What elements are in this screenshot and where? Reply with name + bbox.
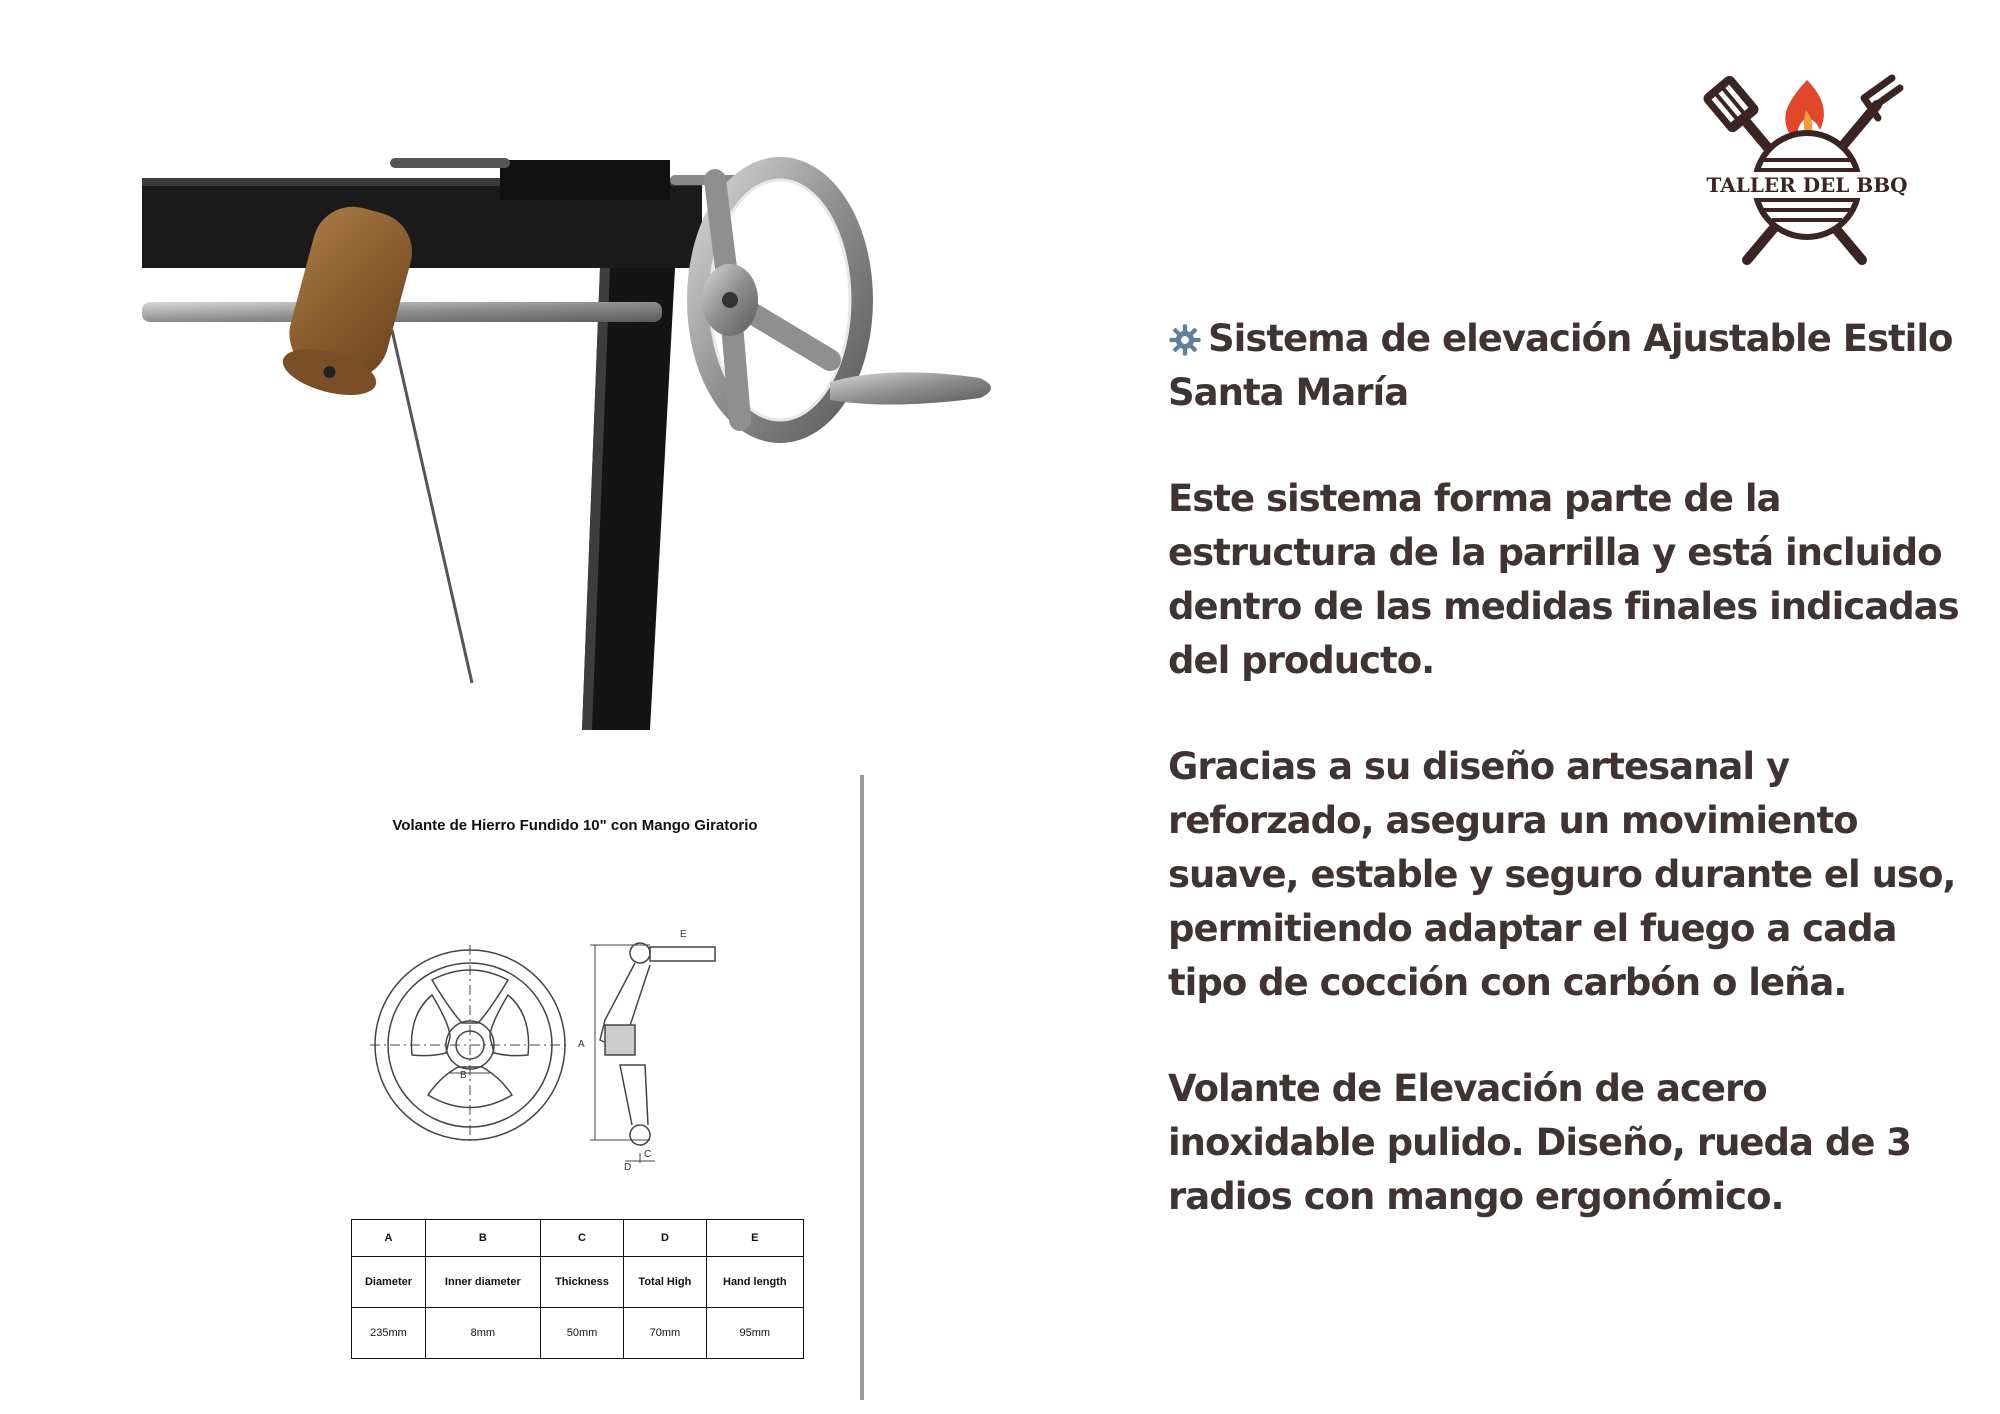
table-cell: Diameter bbox=[352, 1257, 426, 1308]
table-row bbox=[352, 1220, 804, 1257]
table-cell: 8mm bbox=[425, 1308, 540, 1359]
dim-label-d: D bbox=[624, 1162, 632, 1173]
gear-icon bbox=[1168, 323, 1202, 357]
table-cell: Hand length bbox=[706, 1257, 803, 1308]
product-photo bbox=[130, 120, 1030, 740]
table-cell: B bbox=[425, 1220, 540, 1257]
dimensions-table bbox=[351, 1219, 804, 1359]
section-heading bbox=[1168, 312, 1978, 420]
paragraph-handwheel: Volante de Elevación de acero inoxidable pulido. Diseño, rueda de 3 radios con mango ergonómico. bbox=[1168, 1067, 1912, 1218]
handwheel-mechanism-illustration bbox=[130, 120, 1030, 740]
table-cell: Inner diameter bbox=[425, 1257, 540, 1308]
table-cell: 70mm bbox=[624, 1308, 706, 1359]
spec-title: Volante de Hierro Fundido 10" con Mango Giratorio bbox=[392, 817, 758, 834]
table-cell: Total High bbox=[624, 1257, 706, 1308]
table-cell: 235mm bbox=[352, 1308, 426, 1359]
dim-label-c: C bbox=[644, 1149, 652, 1160]
table-row bbox=[352, 1257, 804, 1308]
description-column bbox=[1168, 312, 1978, 1276]
table-cell: C bbox=[540, 1220, 624, 1257]
spec-sheet bbox=[290, 775, 864, 1400]
table-cell: E bbox=[706, 1220, 803, 1257]
technical-drawing bbox=[350, 925, 830, 1173]
dim-label-e: E bbox=[680, 929, 687, 940]
table-cell: 95mm bbox=[706, 1308, 803, 1359]
table-cell: D bbox=[624, 1220, 706, 1257]
logo-text: TALLER DEL BBQ bbox=[1706, 173, 1908, 197]
dim-label-b: B bbox=[460, 1070, 467, 1081]
heading-text: Sistema de elevación Ajustable Estilo Santa María bbox=[1168, 317, 1953, 414]
table-cell: Thickness bbox=[540, 1257, 624, 1308]
paragraph-design: Gracias a su diseño artesanal y reforzado, asegura un movimiento suave, estable y seguro durante el uso, permitiendo adaptar el fuego a cada tipo de cocción con carbón o leña. bbox=[1168, 745, 1956, 1004]
table-cell: A bbox=[352, 1220, 426, 1257]
dim-label-a: A bbox=[578, 1039, 585, 1050]
paragraph-structure: Este sistema forma parte de la estructura de la parrilla y está incluido dentro de las medidas finales indicadas del producto. bbox=[1168, 477, 1959, 682]
table-row bbox=[352, 1308, 804, 1359]
brand-logo bbox=[1692, 60, 1922, 280]
table-cell: 50mm bbox=[540, 1308, 624, 1359]
